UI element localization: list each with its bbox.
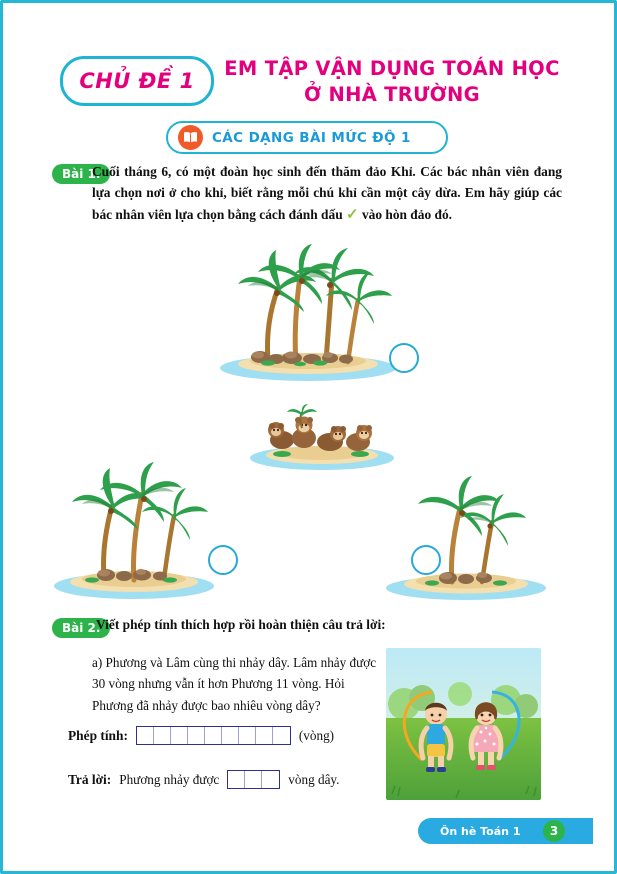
exercise-2-question: a) Phương và Lâm cùng thi nhảy dây. Lâm nhảy được 30 vòng nhưng vẫn ít hơn Phương 11 vòng. Hỏi Phương đã nhảy được bao nhiêu vòng dây? [92, 655, 377, 713]
exercise-1-label: Bài 1. [52, 164, 110, 184]
footer-label: Ôn hè Toán 1 [440, 824, 521, 838]
exercise-1-text [92, 162, 562, 227]
check-icon: ✓ [346, 206, 359, 223]
footer-bar [418, 818, 593, 844]
tra-loi-unit: vòng dây. [288, 771, 340, 787]
island-left-option[interactable] [208, 545, 238, 575]
page-title-line2: Ở NHÀ TRƯỜNG [304, 83, 480, 107]
island-illustration-left [46, 456, 221, 606]
answer-cell[interactable] [137, 727, 154, 744]
tra-loi-label: Trả lời: [68, 771, 112, 787]
kids-jumping-rope-image [386, 648, 541, 800]
phep-tinh-row [68, 726, 334, 745]
page-title-line1: EM TẬP VẬN DỤNG TOÁN HỌC [224, 57, 560, 80]
answer-cell[interactable] [245, 771, 262, 788]
answer-cell[interactable] [273, 727, 290, 744]
exercise-1-text-part1: Cuối tháng 6, có một đoàn học sinh đến thăm đảo Khỉ. Các bác nhân viên đang lựa chọn nơi ở cho khỉ, biết rằng mỗi chú khỉ cần một cây dừa. Em hãy giúp các bác nhân viên lựa chọn bằng cách đánh dấu [92, 164, 562, 222]
answer-cell[interactable] [262, 771, 279, 788]
island-right-option[interactable] [411, 545, 441, 575]
page-title [222, 56, 562, 109]
level-banner [166, 121, 448, 154]
answer-cell[interactable] [222, 727, 239, 744]
island-illustration-top [208, 240, 408, 385]
tra-loi-answer-boxes[interactable] [227, 770, 280, 789]
answer-cell[interactable] [188, 727, 205, 744]
phep-tinh-answer-boxes[interactable] [136, 726, 291, 745]
topic-badge-label: CHỦ ĐỀ 1 [79, 69, 195, 93]
tra-loi-prefix: Phương nhảy được [119, 771, 220, 787]
exercise-1-text-part2: vào hòn đảo đó. [361, 206, 452, 222]
level-banner-label: CÁC DẠNG BÀI MỨC ĐỘ 1 [212, 129, 411, 146]
monkeys-island-illustration [242, 404, 402, 472]
answer-cell[interactable] [171, 727, 188, 744]
phep-tinh-unit: (vòng) [298, 727, 335, 743]
tra-loi-row [68, 770, 339, 789]
exercise-2-label: Bài 2. [52, 618, 110, 638]
answer-cell[interactable] [228, 771, 245, 788]
topic-badge [60, 56, 214, 106]
answer-cell[interactable] [256, 727, 273, 744]
answer-cell[interactable] [205, 727, 222, 744]
exercise-2-heading: Viết phép tính thích hợp rồi hoàn thiện câu trả lời: [96, 617, 386, 632]
open-book-icon [178, 125, 203, 150]
page-number: 3 [543, 820, 565, 842]
answer-cell[interactable] [239, 727, 256, 744]
answer-cell[interactable] [154, 727, 171, 744]
footer [418, 818, 593, 844]
island-top-option[interactable] [389, 343, 419, 373]
island-illustration-right [378, 470, 553, 605]
phep-tinh-label: Phép tính: [68, 727, 128, 743]
